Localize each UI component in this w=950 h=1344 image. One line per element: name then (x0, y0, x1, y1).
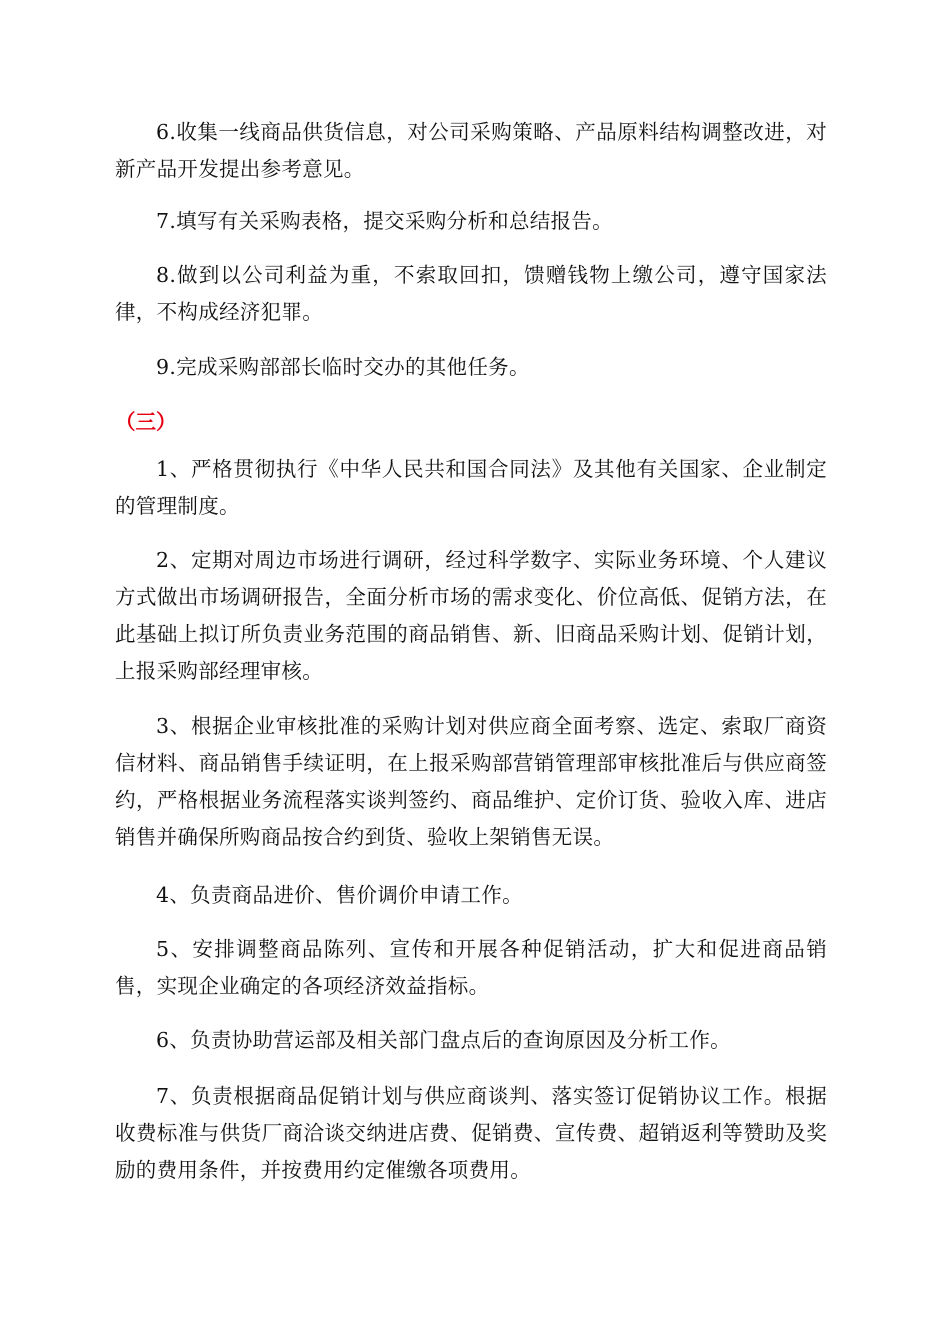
section-heading: （三） (115, 410, 177, 434)
paragraph-item-9: 9.完成采购部部长临时交办的其他任务。 (156, 355, 530, 379)
paragraph-duty-4: 4、负责商品进价、售价调价申请工作。 (156, 883, 523, 907)
paragraph-duty-2: 2、定期对周边市场进行调研，经过科学数字、实际业务环境、个人建议方式做出市场调研报告，全面分析市场的需求变化、价位高低、促销方法，在此基础上拟订所负责业务范围的商品销售、新、旧商品采购计划、促销计划，上报采购部经理审核。 (115, 548, 827, 683)
paragraph-duty-6: 6、负责协助营运部及相关部门盘点后的查询原因及分析工作。 (156, 1028, 731, 1052)
paragraph-duty-3: 3、根据企业审核批准的采购计划对供应商全面考察、选定、索取厂商资信材料、商品销售手续证明，在上报采购部营销管理部审核批准后与供应商签约，严格根据业务流程落实谈判签约、商品维护、定价订货、验收入库、进店销售并确保所购商品按合约到货、验收上架销售无误。 (115, 714, 827, 849)
paragraph-duty-1: 1、严格贯彻执行《中华人民共和国合同法》及其他有关国家、企业制定的管理制度。 (115, 457, 827, 518)
paragraph-item-7: 7.填写有关采购表格，提交采购分析和总结报告。 (156, 209, 613, 233)
paragraph-item-6: 6.收集一线商品供货信息，对公司采购策略、产品原料结构调整改进，对新产品开发提出参考意见。 (115, 120, 827, 181)
paragraph-item-8: 8.做到以公司利益为重，不索取回扣，馈赠钱物上缴公司，遵守国家法律，不构成经济犯罪。 (115, 263, 827, 324)
paragraph-duty-7: 7、负责根据商品促销计划与供应商谈判、落实签订促销协议工作。根据收费标准与供货厂商洽谈交纳进店费、促销费、宣传费、超销返利等赞助及奖励的费用条件，并按费用约定催缴各项费用。 (115, 1084, 827, 1182)
paragraph-duty-5: 5、安排调整商品陈列、宣传和开展各种促销活动，扩大和促进商品销售，实现企业确定的各项经济效益指标。 (115, 937, 827, 998)
